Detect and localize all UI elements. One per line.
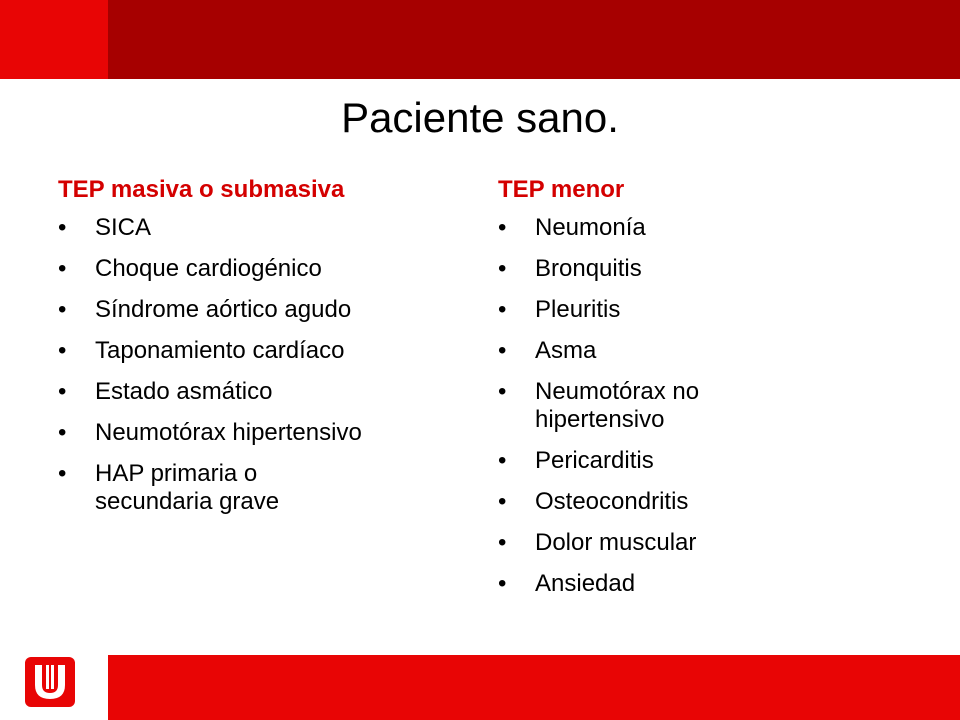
bullet-icon: • (58, 214, 67, 241)
list-item: • Pleuritis (498, 296, 621, 323)
list-item: • Ansiedad (498, 570, 636, 597)
bullet-icon: • (58, 460, 67, 487)
slide-title: Paciente sano. (341, 94, 619, 141)
left-column (58, 172, 458, 529)
bullet-icon: • (498, 488, 507, 515)
bullet-icon: • (58, 337, 67, 364)
bullet-icon: • (498, 255, 507, 282)
header-band-accent (0, 0, 108, 79)
bullet-icon: • (58, 419, 67, 446)
bullet-icon: • (498, 378, 507, 405)
list-item: • Taponamiento cardíaco (58, 337, 345, 364)
bullet-icon: • (498, 214, 507, 241)
list-item: • Bronquitis (498, 255, 642, 282)
header-band (108, 0, 960, 79)
list-item: • Neumotórax hipertensivo (58, 419, 362, 446)
footer-band (108, 655, 960, 720)
university-u-logo-icon (25, 657, 75, 707)
right-bullet-list (498, 214, 918, 598)
left-bullet-list (58, 214, 458, 516)
bullet-icon: • (58, 296, 67, 323)
bullet-icon: • (498, 570, 507, 597)
list-item: • SICA (58, 214, 152, 241)
list-item: • Pericarditis (498, 447, 654, 474)
list-item: • Asma (498, 337, 597, 364)
list-item: • Estado asmático (58, 378, 273, 405)
list-item: • Neumonía (498, 214, 646, 241)
list-item: • Neumotórax no hipertensivo (498, 378, 700, 433)
bullet-icon: • (498, 296, 507, 323)
bullet-icon: • (58, 255, 67, 282)
right-column-heading: TEP menor (498, 176, 625, 203)
bullet-icon: • (498, 529, 507, 556)
list-item: • HAP primaria o secundaria grave (58, 460, 280, 515)
bullet-icon: • (58, 378, 67, 405)
list-item: • Síndrome aórtico agudo (58, 296, 352, 323)
list-item: • Dolor muscular (498, 529, 697, 556)
right-column (498, 172, 918, 611)
list-item: • Osteocondritis (498, 488, 689, 515)
left-column-heading: TEP masiva o submasiva (58, 176, 345, 203)
bullet-icon: • (498, 447, 507, 474)
list-item: • Choque cardiogénico (58, 255, 322, 282)
bullet-icon: • (498, 337, 507, 364)
